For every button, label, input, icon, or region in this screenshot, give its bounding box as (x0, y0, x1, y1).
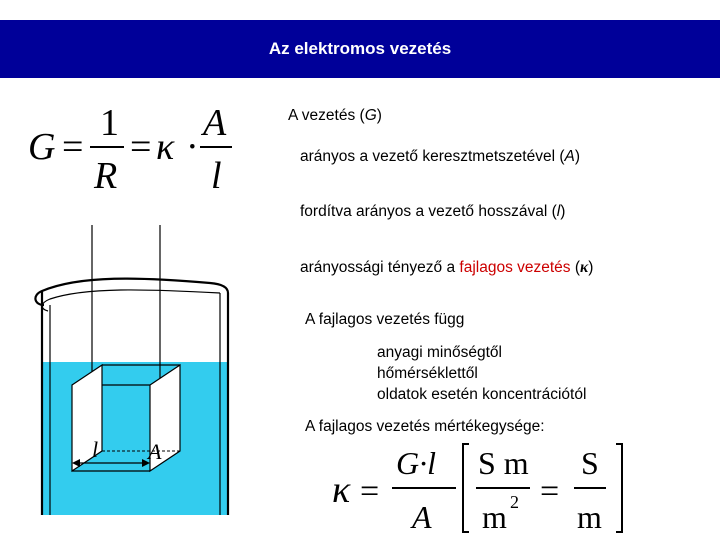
text-fragment: ) (376, 107, 382, 124)
text-fragment: arányossági tényező a (300, 259, 460, 276)
text-fragment: ) (560, 203, 566, 220)
text-line-unit: A fajlagos vezetés mértékegysége: (305, 418, 545, 435)
formula-g-eq1: = (62, 126, 84, 168)
result-denominator: m (577, 499, 602, 535)
text-line-conductance (288, 107, 382, 125)
formula-k-den: A (412, 499, 432, 535)
text-fragment: A vezetés ( (288, 107, 365, 124)
label-l: l (92, 437, 99, 462)
list-item-material: anyagi minőségtől (377, 344, 502, 361)
formula-g-den1: R (94, 155, 118, 197)
symbol-a: A (564, 148, 575, 165)
bracket-right (616, 444, 622, 532)
list-item-concentration: oldatok esetén koncentrációtól (377, 386, 587, 403)
formula-k-num: G·l (396, 445, 436, 481)
formula-g-den2: l (211, 155, 222, 197)
text-fragment: fordítva arányos a vezető hosszával ( (300, 203, 557, 220)
formula-k-eq1: = (360, 473, 380, 510)
result-numerator: S (581, 445, 599, 481)
unit-denominator-exponent: 2 (510, 492, 519, 512)
beaker-wall-inner (42, 290, 220, 311)
formula-g-lhs: G (28, 126, 56, 168)
beaker-illustration (20, 225, 270, 515)
symbol-kappa: κ (580, 259, 589, 276)
page-title: Az elektromos vezetés (268, 39, 452, 58)
text-fragment: ) (588, 259, 594, 276)
highlight-specific-conductance: fajlagos vezetés (459, 259, 571, 276)
symbol-l: l (556, 203, 561, 220)
formula-k-eq2: = (540, 473, 560, 510)
bracket-left (463, 444, 469, 532)
formula-g-dot: · (186, 126, 199, 168)
text-line-area (300, 148, 580, 166)
formula-conductance (20, 95, 260, 205)
text-line-specific-conductance (300, 259, 593, 277)
text-fragment: arányos a vezető keresztmetszetével ( (300, 148, 565, 165)
title-bar (0, 20, 720, 78)
symbol-g: G (364, 107, 377, 124)
unit-denominator: m (482, 499, 507, 535)
formula-specific-conductance (330, 438, 630, 538)
text-fragment: ( (570, 259, 581, 276)
text-line-depends: A fajlagos vezetés függ (305, 311, 465, 328)
formula-g-eq2: = (130, 126, 152, 168)
formula-k-kappa: κ (332, 469, 351, 511)
formula-g-num1: 1 (100, 102, 119, 144)
text-line-length (300, 203, 565, 221)
formula-g-num2: A (203, 102, 227, 144)
label-a: A (148, 439, 162, 464)
text-fragment: ) (574, 148, 580, 165)
unit-numerator: S m (478, 445, 529, 481)
list-item-temperature: hőmérséklettől (377, 365, 478, 382)
formula-g-kappa: κ (156, 126, 175, 168)
